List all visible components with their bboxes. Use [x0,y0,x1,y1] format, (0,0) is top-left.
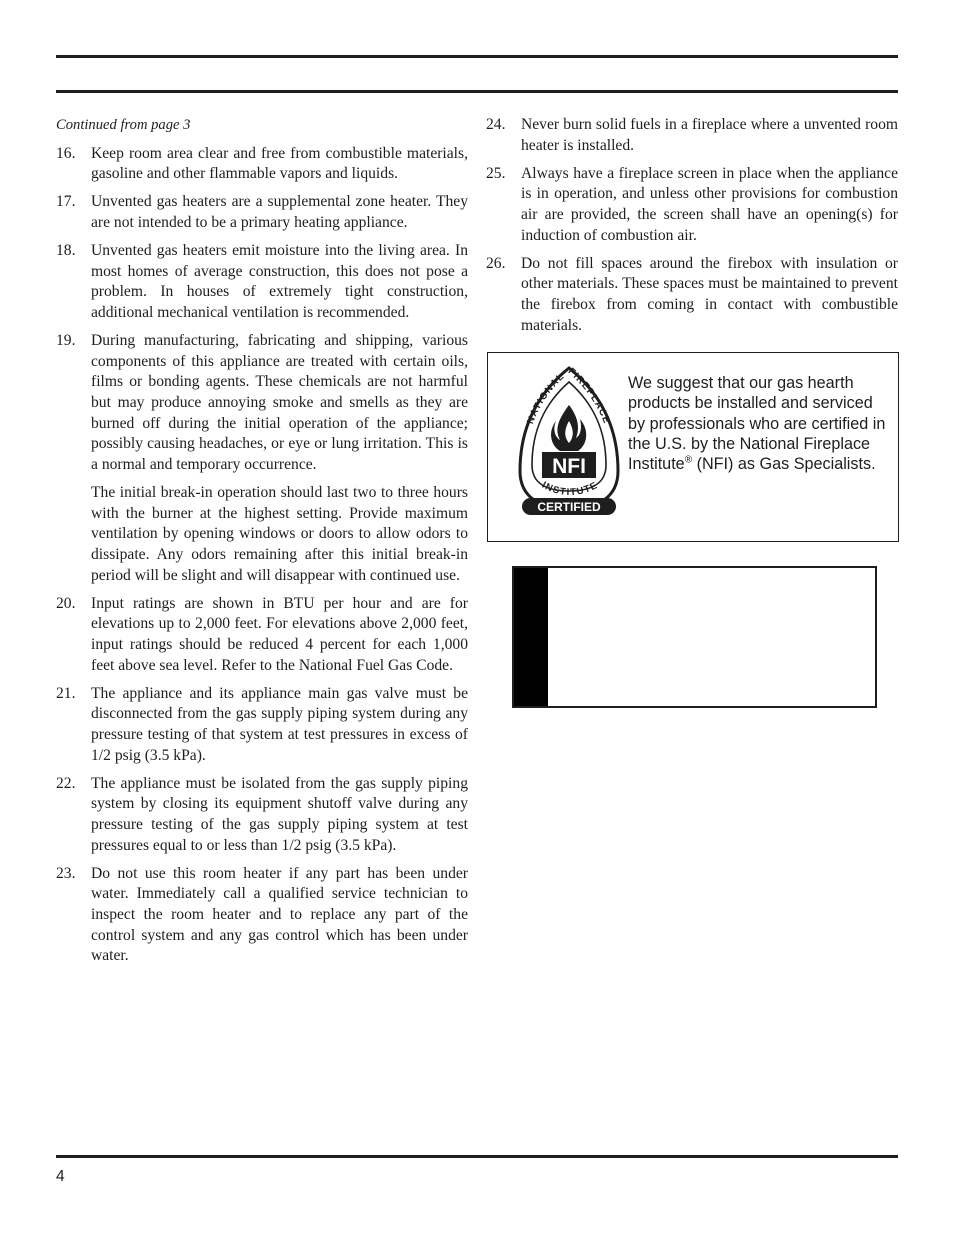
header-rule-top [56,55,898,58]
logo-top-arc: NATIONAL FIREPLACE [525,365,613,426]
registered-mark: ® [684,454,693,466]
logo-abbrev: NFI [552,455,586,478]
item-number: 20. [56,594,76,612]
list-item-26 [486,254,898,336]
left-column [56,115,468,974]
item-text-continuation: The initial break-in operation should last two to three hours with the burner at the highest setting. Provide maximum ventilation by opening windows or doors to allow odors to dissipate. Any odors remaining after this initial break-in period will be slight and will disappear with continued use. [91,484,468,584]
continued-note: Continued from page 3 [56,117,191,133]
right-column [486,115,898,344]
footer-rule [56,1155,898,1158]
item-text: Keep room area clear and free from combustible materials, gasoline and other flammable vapors and liquids. [91,144,468,183]
item-text: Always have a fireplace screen in place when the appliance is in operation, and unless other provisions for combustion air are provided, the screen shall have an opening(s) for induction of combustion air. [521,164,898,244]
item-number: 21. [56,684,76,702]
item-number: 26. [486,254,506,272]
notice-side-bar [514,568,548,706]
nfi-statement-main: We suggest that our gas hearth products be installed and serviced by professionals who are certified in the U.S. by the National Fireplace Institute [628,374,886,474]
nfi-statement [628,373,890,474]
item-number: 25. [486,164,506,182]
list-item-24 [486,115,898,156]
item-text: The appliance must be isolated from the gas supply piping system by closing its equipment shutoff valve during any pressure testing of the gas supply piping system at test pressures equal to or less than 1/2 psig (3.5 kPa). [91,774,468,854]
item-number: 24. [486,116,506,133]
item-number: 23. [56,864,76,882]
logo-bottom-arc: INSTITUTE [539,479,601,499]
item-text: Never burn solid fuels in a fireplace where a unvented room heater is installed. [521,116,898,154]
item-text: During manufacturing, fabricating and shipping, various components of this appliance are treated with certain oils, films or bonding agents. These chemicals are not harmful but may produce annoying smoke and smells as they are burned off during the initial operation of the appliance; possibly causing headaches, or eye or lung irritation. This is a normal and temporary occurrence. [91,332,468,473]
list-item-16 [56,144,468,185]
item-text: Unvented gas heaters emit moisture into the living area. In most homes of average construction, this does not pose a problem. In houses of extremely tight construction, additional mechanical ventilation is recommended. [91,242,468,321]
item-number: 17. [56,193,76,211]
page-number: 4 [56,1168,65,1185]
item-number: 16. [56,144,76,162]
item-text: The appliance and its appliance main gas valve must be disconnected from the gas supply piping system during any pressure testing of that system at test pressures in excess of 1/2 psig (3.5 kPa). [91,684,468,764]
list-item-19 [56,331,468,586]
list-item-21 [56,684,468,766]
item-text: Do not use this room heater if any part has been under water. Immediately call a qualified service technician to inspect the room heater and to replace any part of the control system and any gas control which has been under water. [91,864,468,965]
item-number: 22. [56,774,76,792]
blank-notice-box [512,566,877,708]
list-item-18 [56,241,468,323]
nfi-certified-logo [514,363,624,515]
logo-badge: CERTIFIED [537,500,601,514]
item-text: Do not fill spaces around the firebox with insulation or other materials. These spaces must be maintained to prevent the firebox from coming in contact with combustible materials. [521,254,898,334]
item-text: Input ratings are shown in BTU per hour and are for elevations up to 2,000 feet. For elevations above 2,000 feet, input ratings should be reduced 4 percent for each 1,000 feet above sea level. Refer to the National Fuel Gas Code. [91,594,468,674]
list-item-22 [56,774,468,856]
list-item-17 [56,192,468,233]
item-number: 18. [56,242,76,260]
list-item-23 [56,864,468,967]
header-rule-second [56,90,898,93]
nfi-statement-tail: (NFI) as Gas Specialists. [692,455,876,474]
nfi-certification-box [487,352,899,542]
item-number: 19. [56,332,76,350]
list-item-25 [486,164,898,246]
list-item-20 [56,594,468,676]
item-text: Unvented gas heaters are a supplemental zone heater. They are not intended to be a primary heating appliance. [91,193,468,231]
